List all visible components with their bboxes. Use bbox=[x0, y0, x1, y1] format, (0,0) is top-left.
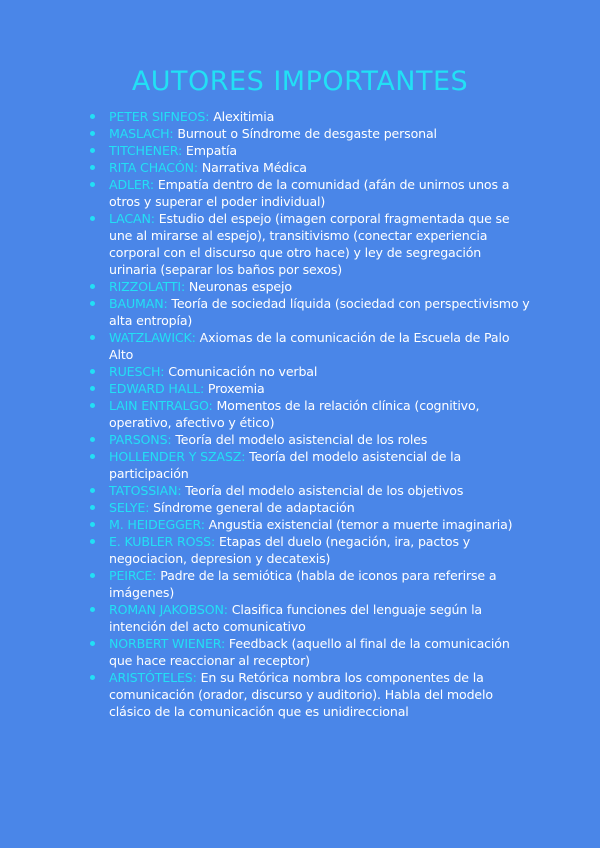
author-name: E. KUBLER ROSS: bbox=[109, 534, 216, 549]
author-name: SELYE: bbox=[109, 500, 150, 515]
list-item bbox=[90, 567, 530, 601]
author-name: ARISTÓTELES: bbox=[109, 670, 197, 685]
bullet-icon bbox=[90, 403, 95, 408]
author-name: PARSONS: bbox=[109, 432, 172, 447]
list-item bbox=[90, 448, 530, 482]
list-item bbox=[90, 431, 530, 448]
list-item bbox=[90, 329, 530, 363]
author-description: Empatía dentro de la comunidad (afán de unirnos unos a otros y superar el poder individual) bbox=[109, 177, 510, 209]
author-description: Momentos de la relación clínica (cognitivo, operativo, afectivo y ético) bbox=[109, 398, 480, 430]
list-item bbox=[90, 176, 530, 210]
bullet-icon bbox=[90, 522, 95, 527]
list-item bbox=[90, 363, 530, 380]
author-name: EDWARD HALL: bbox=[109, 381, 205, 396]
author-description: Feedback (aquello al final de la comunicación que hace reaccionar al receptor) bbox=[109, 636, 510, 668]
list-item bbox=[90, 278, 530, 295]
author-name: ADLER: bbox=[109, 177, 154, 192]
bullet-icon bbox=[90, 539, 95, 544]
author-name: LACAN: bbox=[109, 211, 155, 226]
bullet-icon bbox=[90, 505, 95, 510]
author-name: NORBERT WIENER: bbox=[109, 636, 226, 651]
author-description: Teoría del modelo asistencial de los objetivos bbox=[181, 483, 464, 498]
author-name: RITA CHACÓN: bbox=[109, 160, 199, 175]
list-item bbox=[90, 397, 530, 431]
bullet-icon bbox=[90, 216, 95, 221]
bullet-icon bbox=[90, 573, 95, 578]
author-description: Teoría de sociedad líquida (sociedad con perspectivismo y alta entropía) bbox=[109, 296, 530, 328]
bullet-icon bbox=[90, 148, 95, 153]
author-description: Axiomas de la comunicación de la Escuela de Palo Alto bbox=[109, 330, 510, 362]
author-name: WATZLAWICK: bbox=[109, 330, 196, 345]
bullet-icon bbox=[90, 386, 95, 391]
bullet-icon bbox=[90, 114, 95, 119]
list-item bbox=[90, 210, 530, 278]
author-description: Burnout o Síndrome de desgaste personal bbox=[173, 126, 437, 141]
author-name: HOLLENDER Y SZASZ: bbox=[109, 449, 246, 464]
author-description: En su Retórica nombra los componentes de la comunicación (orador, discurso y auditorio). Habla del modelo clásico de la comunicación que es unidireccional bbox=[109, 670, 493, 719]
list-item bbox=[90, 669, 530, 720]
author-name: RUESCH: bbox=[109, 364, 165, 379]
author-description: Teoría del modelo asistencial de la participación bbox=[109, 449, 462, 481]
bullet-icon bbox=[90, 335, 95, 340]
author-description: Empatía bbox=[182, 143, 237, 158]
author-description: Proxemia bbox=[204, 381, 265, 396]
author-name: RIZZOLATTI: bbox=[109, 279, 186, 294]
author-name: TITCHENER: bbox=[109, 143, 183, 158]
list-item bbox=[90, 380, 530, 397]
list-item bbox=[90, 516, 530, 533]
author-description: Narrativa Médica bbox=[198, 160, 307, 175]
author-description: Alexitimia bbox=[209, 109, 275, 124]
bullet-icon bbox=[90, 301, 95, 306]
bullet-icon bbox=[90, 165, 95, 170]
author-name: BAUMAN: bbox=[109, 296, 168, 311]
bullet-icon bbox=[90, 641, 95, 646]
list-item bbox=[90, 601, 530, 635]
list-item bbox=[90, 482, 530, 499]
bullet-icon bbox=[90, 437, 95, 442]
author-description: Angustia existencial (temor a muerte imaginaria) bbox=[204, 517, 513, 532]
author-description: Estudio del espejo (imagen corporal fragmentada que se une al mirarse al espejo), transitivismo (conectar experiencia corporal con el discurso que otro hace) y ley de segregación urinaria (separar los baños por sexos) bbox=[109, 211, 510, 277]
list-item bbox=[90, 142, 530, 159]
bullet-icon bbox=[90, 454, 95, 459]
author-name: PETER SIFNEOS: bbox=[109, 109, 210, 124]
bullet-icon bbox=[90, 284, 95, 289]
author-description: Teoría del modelo asistencial de los roles bbox=[171, 432, 428, 447]
bullet-icon bbox=[90, 607, 95, 612]
author-name: ROMAN JAKOBSON: bbox=[109, 602, 228, 617]
list-item bbox=[90, 499, 530, 516]
bullet-icon bbox=[90, 675, 95, 680]
author-name: PEIRCE: bbox=[109, 568, 157, 583]
list-item bbox=[90, 108, 530, 125]
list-item bbox=[90, 295, 530, 329]
author-description: Síndrome general de adaptación bbox=[149, 500, 355, 515]
list-item bbox=[90, 635, 530, 669]
author-description: Padre de la semiótica (habla de iconos para referirse a imágenes) bbox=[109, 568, 497, 600]
bullet-icon bbox=[90, 369, 95, 374]
author-description: Clasifica funciones del lenguaje según la intención del acto comunicativo bbox=[109, 602, 482, 634]
list-item bbox=[90, 533, 530, 567]
bullet-icon bbox=[90, 182, 95, 187]
author-list bbox=[90, 108, 530, 720]
author-name: LAIN ENTRALGO: bbox=[109, 398, 213, 413]
list-item bbox=[90, 159, 530, 176]
author-name: TATOSSIAN: bbox=[109, 483, 182, 498]
author-description: Etapas del duelo (negación, ira, pactos y negociacion, depresion y decatexis) bbox=[109, 534, 471, 566]
bullet-icon bbox=[90, 131, 95, 136]
author-name: MASLACH: bbox=[109, 126, 174, 141]
author-description: Comunicación no verbal bbox=[164, 364, 318, 379]
bullet-icon bbox=[90, 488, 95, 493]
page-title: AUTORES IMPORTANTES bbox=[131, 66, 469, 97]
author-name: M. HEIDEGGER: bbox=[109, 517, 205, 532]
author-description: Neuronas espejo bbox=[185, 279, 292, 294]
list-item bbox=[90, 125, 530, 142]
